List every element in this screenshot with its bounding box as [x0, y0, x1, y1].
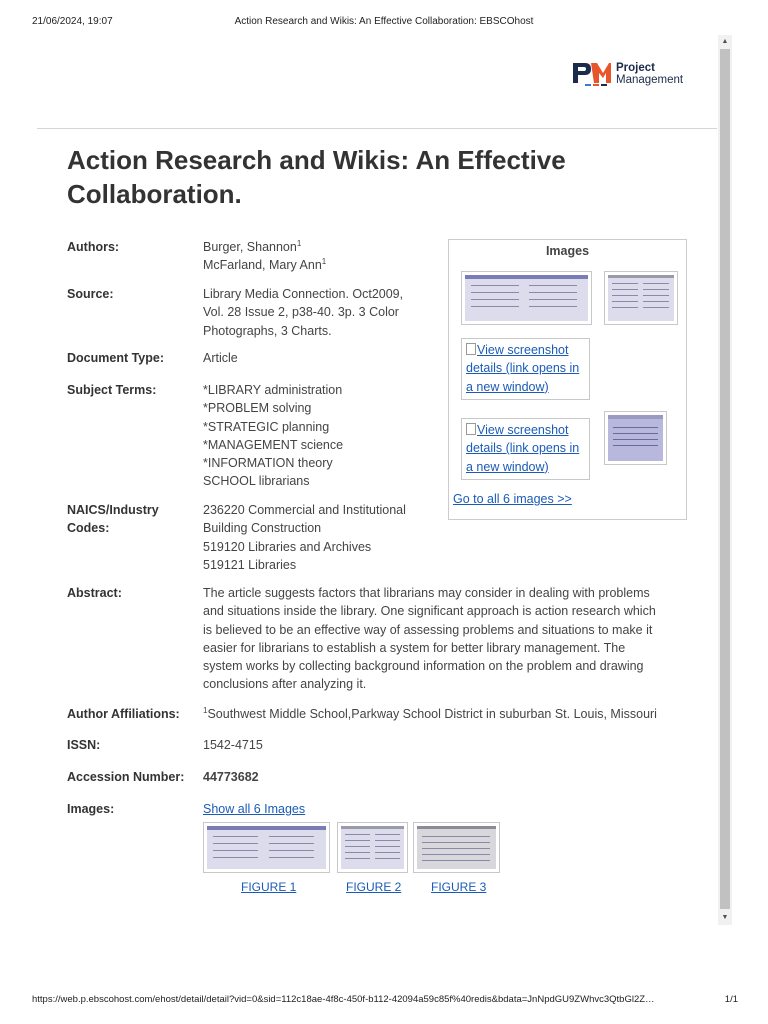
print-url: https://web.p.ebscohost.com/ehost/detail/detail?vid=0&sid=112c18ae-4f8c-450f-b112-42094a59c85f%40redis&bdata=JnNpdGU9ZWhvc3QtbGl2Z… — [32, 994, 655, 1005]
document-type-value: Article — [203, 351, 238, 365]
naics-value: 236220 Commercial and Institutional Building Construction 519120 Libraries and Archives 519121 Libraries — [203, 503, 406, 572]
figure-1-thumbnail[interactable] — [203, 822, 330, 873]
broken-image-icon — [466, 343, 476, 355]
subject-term[interactable]: *INFORMATION theory — [203, 456, 333, 471]
header-divider — [37, 128, 717, 129]
naics-label: NAICS/Industry Codes: — [67, 503, 159, 536]
images-panel — [448, 239, 687, 520]
abstract-value: The article suggests factors that librarians may consider in dealing with problems and situations inside the library. One significant approach is action research which is believed to be an effective way of assessing problems and situations to make it easier for librarians to establish a system for better library management. The system works by collecting background information on the problem and drawing conclusions after analyzing it. — [203, 586, 656, 692]
project-management-logo[interactable] — [573, 60, 703, 90]
pm-logo-icon — [573, 63, 611, 87]
panel-thumbnail-1[interactable] — [461, 271, 592, 325]
article-title: Action Research and Wikis: An Effective Collaboration. — [67, 145, 566, 209]
source-value: Library Media Connection. Oct2009, Vol. 28 Issue 2, p38-40. 3p. 3 Color Photographs, 3 Charts. — [203, 287, 404, 338]
abstract-label: Abstract: — [67, 586, 122, 600]
vertical-scrollbar[interactable] — [718, 35, 732, 925]
authors-label: Authors: — [67, 240, 120, 254]
author-item[interactable]: Burger, Shannon$^1$ — [203, 238, 302, 254]
print-page-number: 1/1 — [724, 994, 738, 1005]
print-page-title: Action Research and Wikis: An Effective Collaboration: EBSCOhost — [234, 16, 534, 27]
logo-text-management: Management — [616, 74, 684, 86]
figure-3-thumbnail[interactable] — [413, 822, 500, 873]
scrollbar-thumb[interactable] — [720, 49, 730, 909]
figure-3-link[interactable]: FIGURE 3 — [431, 880, 487, 894]
subject-terms-value — [203, 381, 343, 491]
author-item[interactable]: McFarland, Mary Ann$^1$ — [203, 257, 327, 273]
view-screenshot-details-link[interactable]: View screenshot details (link opens in a new window) — [461, 338, 590, 400]
scroll-up-arrow-icon[interactable]: ▲ — [721, 38, 729, 45]
logo-text-project: Project — [616, 62, 655, 74]
view-screenshot-details-link[interactable]: View screenshot details (link opens in a new window) — [461, 418, 590, 480]
issn-label: ISSN: — [67, 738, 101, 752]
subject-term[interactable]: SCHOOL librarians — [203, 474, 310, 489]
document-type-label: Document Type: — [67, 351, 164, 365]
figure-2-thumbnail[interactable] — [337, 822, 408, 873]
affiliations-label: Author Affiliations: — [67, 707, 180, 721]
affiliations-value: $^1$Southwest Middle School,Parkway School District in suburban St. Louis, Missouri — [203, 705, 657, 721]
subject-term[interactable]: *LIBRARY administration — [203, 383, 343, 397]
issn-value: 1542-4715 — [203, 738, 263, 752]
go-to-all-images-link[interactable]: Go to all 6 images >> — [453, 492, 572, 506]
subject-term[interactable]: *STRATEGIC planning — [203, 419, 330, 434]
panel-thumbnail-3[interactable] — [604, 411, 667, 465]
panel-thumbnail-2[interactable] — [604, 271, 678, 325]
images-label: Images: — [67, 802, 115, 816]
authors-value — [203, 238, 326, 275]
figure-2-link[interactable]: FIGURE 2 — [346, 880, 402, 894]
accession-label: Accession Number: — [67, 770, 185, 784]
figure-1-link[interactable]: FIGURE 1 — [241, 880, 297, 894]
source-label: Source: — [67, 287, 114, 301]
broken-image-icon — [466, 423, 476, 435]
images-panel-title: Images — [545, 244, 590, 258]
subject-term[interactable]: *MANAGEMENT science — [203, 437, 344, 452]
subject-terms-label: Subject Terms: — [67, 383, 157, 397]
show-all-images-link[interactable]: Show all 6 Images — [203, 802, 306, 816]
scroll-down-arrow-icon[interactable]: ▼ — [721, 914, 729, 921]
accession-value: 44773682 — [203, 770, 259, 784]
print-datetime: 21/06/2024, 19:07 — [32, 16, 113, 27]
subject-term[interactable]: *PROBLEM solving — [203, 401, 312, 416]
